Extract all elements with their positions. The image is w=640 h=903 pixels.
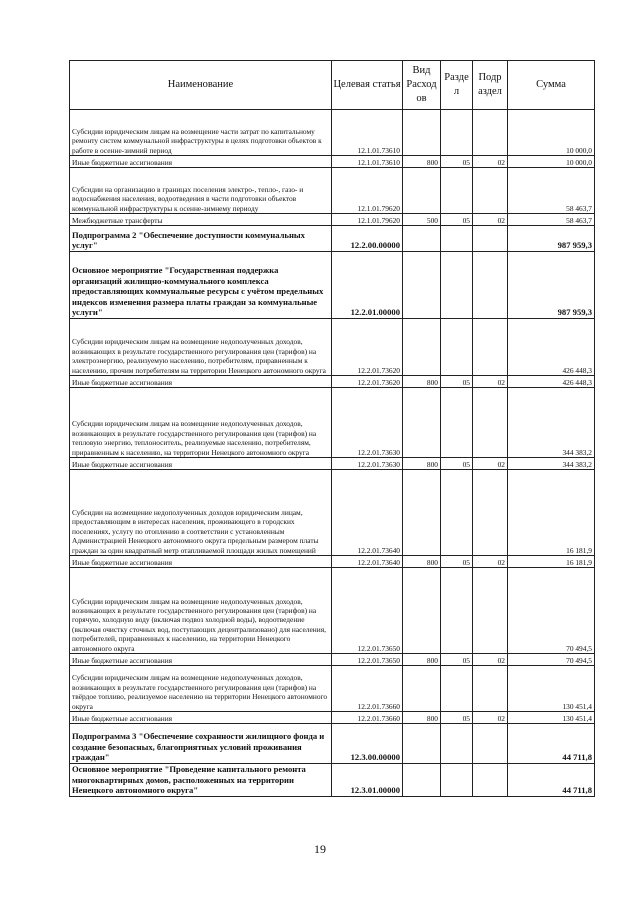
row-name: Иные бюджетные ассигнования <box>70 712 332 724</box>
row-razdel: 05 <box>441 712 473 724</box>
row-sum: 58 463,7 <box>508 214 595 226</box>
row-vid <box>403 764 441 797</box>
row-vid: 800 <box>403 712 441 724</box>
row-code: 12.2.01.73630 <box>332 388 403 458</box>
row-vid <box>403 319 441 376</box>
row-name: Иные бюджетные ассигнования <box>70 156 332 168</box>
row-podrazdel: 02 <box>473 556 508 568</box>
row-code: 12.2.00.00000 <box>332 226 403 252</box>
table-row <box>70 110 595 156</box>
row-name: Субсидии на возмещение недополученных доходов юридическим лицам, предоставляющим в интересах населения, проживающего в городских поселениях, услугу по отоплению в соответствии с установленным Администрацией Ненецкого автономного округа предельным размером платы граждан за один квадратный метр отапливаемой площади жилых помещений <box>70 470 332 556</box>
row-code: 12.2.01.73650 <box>332 654 403 666</box>
row-code: 12.2.01.73660 <box>332 712 403 724</box>
table-row <box>70 252 595 319</box>
row-razdel <box>441 388 473 458</box>
row-sum: 344 383,2 <box>508 388 595 458</box>
row-razdel: 05 <box>441 376 473 388</box>
table-row <box>70 458 595 470</box>
row-sum: 987 959,3 <box>508 226 595 252</box>
row-vid: 800 <box>403 458 441 470</box>
table-row <box>70 226 595 252</box>
row-vid <box>403 252 441 319</box>
row-vid: 800 <box>403 654 441 666</box>
row-name: Иные бюджетные ассигнования <box>70 654 332 666</box>
row-vid <box>403 110 441 156</box>
row-sum: 44 711,8 <box>508 764 595 797</box>
row-code: 12.2.01.73660 <box>332 666 403 712</box>
row-podrazdel: 02 <box>473 458 508 470</box>
row-vid: 800 <box>403 376 441 388</box>
row-razdel <box>441 168 473 214</box>
row-code: 12.2.01.73650 <box>332 568 403 654</box>
row-sum: 344 383,2 <box>508 458 595 470</box>
row-sum: 426 448,3 <box>508 319 595 376</box>
row-sum: 130 451,4 <box>508 666 595 712</box>
row-code: 12.3.01.00000 <box>332 764 403 797</box>
row-razdel <box>441 764 473 797</box>
row-code: 12.2.01.73620 <box>332 319 403 376</box>
row-code: 12.1.01.73610 <box>332 156 403 168</box>
row-name: Иные бюджетные ассигнования <box>70 556 332 568</box>
row-code: 12.2.01.73640 <box>332 556 403 568</box>
row-razdel <box>441 226 473 252</box>
row-sum: 58 463,7 <box>508 168 595 214</box>
budget-table-container <box>69 60 594 797</box>
table-row <box>70 388 595 458</box>
row-name: Субсидии юридическим лицам на возмещение части затрат по капитальному ремонту систем коммунальной инфраструктуры в целях подготовки объектов к работе в осенне-зимний период <box>70 110 332 156</box>
row-podrazdel: 02 <box>473 654 508 666</box>
table-header-row <box>70 61 595 110</box>
row-name: Субсидии юридическим лицам на возмещение недополученных доходов, возникающих в результате государственного регулирования цен (тарифов) на горячую, холодную воду (включая подвоз холодной воды), водоотведение (включая очистку сточных вод, поступающих децентрализовано) для населения, потребителей, приравненных к населению, на территории Ненецкого автономного округа <box>70 568 332 654</box>
row-name: Субсидии на организацию в границах поселения электро-, тепло-, газо- и водоснабжения населения, водоотведения в части подготовки объектов коммунальной инфраструктуры к осенне-зимнему периоду <box>70 168 332 214</box>
table-row <box>70 214 595 226</box>
row-sum: 16 181,9 <box>508 556 595 568</box>
header-code: Целевая статья <box>332 61 403 110</box>
row-name: Иные бюджетные ассигнования <box>70 458 332 470</box>
row-name: Подпрограмма 3 "Обеспечение сохранности жилищного фонда и создание безопасных, благоприятных условий проживания граждан" <box>70 724 332 764</box>
row-sum: 70 494,5 <box>508 568 595 654</box>
row-podrazdel <box>473 252 508 319</box>
row-name: Основное мероприятие "Проведение капитального ремонта многоквартирных домов, расположенных на территории Ненецкого автономного округа" <box>70 764 332 797</box>
row-sum: 987 959,3 <box>508 252 595 319</box>
row-podrazdel: 02 <box>473 712 508 724</box>
row-podrazdel: 02 <box>473 214 508 226</box>
row-podrazdel <box>473 470 508 556</box>
row-sum: 44 711,8 <box>508 724 595 764</box>
table-row <box>70 556 595 568</box>
row-name: Подпрограмма 2 "Обеспечение доступности коммунальных услуг" <box>70 226 332 252</box>
row-podrazdel: 02 <box>473 376 508 388</box>
row-razdel <box>441 110 473 156</box>
row-razdel: 05 <box>441 156 473 168</box>
row-podrazdel <box>473 110 508 156</box>
header-podrazdel: Подр аздел <box>473 61 508 110</box>
row-code: 12.2.01.73640 <box>332 470 403 556</box>
row-name: Субсидии юридическим лицам на возмещение недополученных доходов, возникающих в результате государственного регулирования цен (тарифов) на тепловую энергию, теплоноситель, реализуемые населению, потребителям, приравненным к населению, на территории Ненецкого автономного округа <box>70 388 332 458</box>
row-vid <box>403 724 441 764</box>
table-row <box>70 764 595 797</box>
header-sum: Сумма <box>508 61 595 110</box>
row-podrazdel <box>473 388 508 458</box>
row-vid: 800 <box>403 556 441 568</box>
table-row <box>70 724 595 764</box>
row-razdel: 05 <box>441 654 473 666</box>
row-name: Основное мероприятие "Государственная поддержка организаций жилищно-коммунального комплекса предоставляющих коммунальные ресурсы с учётом предельных индексов изменения размера платы граждан за коммунальные услуги" <box>70 252 332 319</box>
row-name: Субсидии юридическим лицам на возмещение недополученных доходов, возникающих в результате государственного регулирования цен (тарифов) на твёрдое топливо, реализуемое населению на территории Ненецкого автономного округа <box>70 666 332 712</box>
table-row <box>70 712 595 724</box>
row-sum: 16 181,9 <box>508 470 595 556</box>
row-sum: 426 448,3 <box>508 376 595 388</box>
row-razdel <box>441 724 473 764</box>
row-podrazdel <box>473 764 508 797</box>
budget-table <box>69 60 595 797</box>
table-row <box>70 376 595 388</box>
row-razdel <box>441 252 473 319</box>
row-code: 12.1.01.79620 <box>332 214 403 226</box>
row-razdel: 05 <box>441 556 473 568</box>
row-razdel <box>441 568 473 654</box>
row-podrazdel <box>473 568 508 654</box>
page-number: 19 <box>314 842 326 856</box>
row-name: Иные бюджетные ассигнования <box>70 376 332 388</box>
header-vid: Вид Расход ов <box>403 61 441 110</box>
row-podrazdel: 02 <box>473 156 508 168</box>
row-sum: 130 451,4 <box>508 712 595 724</box>
row-razdel: 05 <box>441 458 473 470</box>
row-vid <box>403 470 441 556</box>
row-name: Субсидии юридическим лицам на возмещение недополученных доходов, возникающих в результате государственного регулирования цен (тарифов) на электроэнергию, реализуемую населению, потребителям, приравненным к населению, прочим потребителям на территории Ненецкого автономного округа <box>70 319 332 376</box>
row-code: 12.1.01.79620 <box>332 168 403 214</box>
row-razdel: 05 <box>441 214 473 226</box>
table-row <box>70 319 595 376</box>
table-row <box>70 168 595 214</box>
row-code: 12.3.00.00000 <box>332 724 403 764</box>
row-razdel <box>441 470 473 556</box>
table-row <box>70 654 595 666</box>
row-razdel <box>441 666 473 712</box>
row-code: 12.2.01.73620 <box>332 376 403 388</box>
row-code: 12.2.01.73630 <box>332 458 403 470</box>
header-razdel: Разде л <box>441 61 473 110</box>
row-podrazdel <box>473 724 508 764</box>
row-podrazdel <box>473 168 508 214</box>
row-vid <box>403 568 441 654</box>
row-sum: 10 000,0 <box>508 156 595 168</box>
row-vid <box>403 226 441 252</box>
row-vid: 800 <box>403 156 441 168</box>
row-vid <box>403 168 441 214</box>
table-row <box>70 156 595 168</box>
table-row <box>70 666 595 712</box>
row-sum: 70 494,5 <box>508 654 595 666</box>
row-vid <box>403 666 441 712</box>
row-code: 12.2.01.00000 <box>332 252 403 319</box>
table-row <box>70 568 595 654</box>
row-name: Межбюджетные трансферты <box>70 214 332 226</box>
row-podrazdel <box>473 666 508 712</box>
row-vid <box>403 388 441 458</box>
table-row <box>70 470 595 556</box>
row-vid: 500 <box>403 214 441 226</box>
row-sum: 10 000,0 <box>508 110 595 156</box>
row-razdel <box>441 319 473 376</box>
row-code: 12.1.01.73610 <box>332 110 403 156</box>
row-podrazdel <box>473 319 508 376</box>
header-name: Наименование <box>70 61 332 110</box>
row-podrazdel <box>473 226 508 252</box>
